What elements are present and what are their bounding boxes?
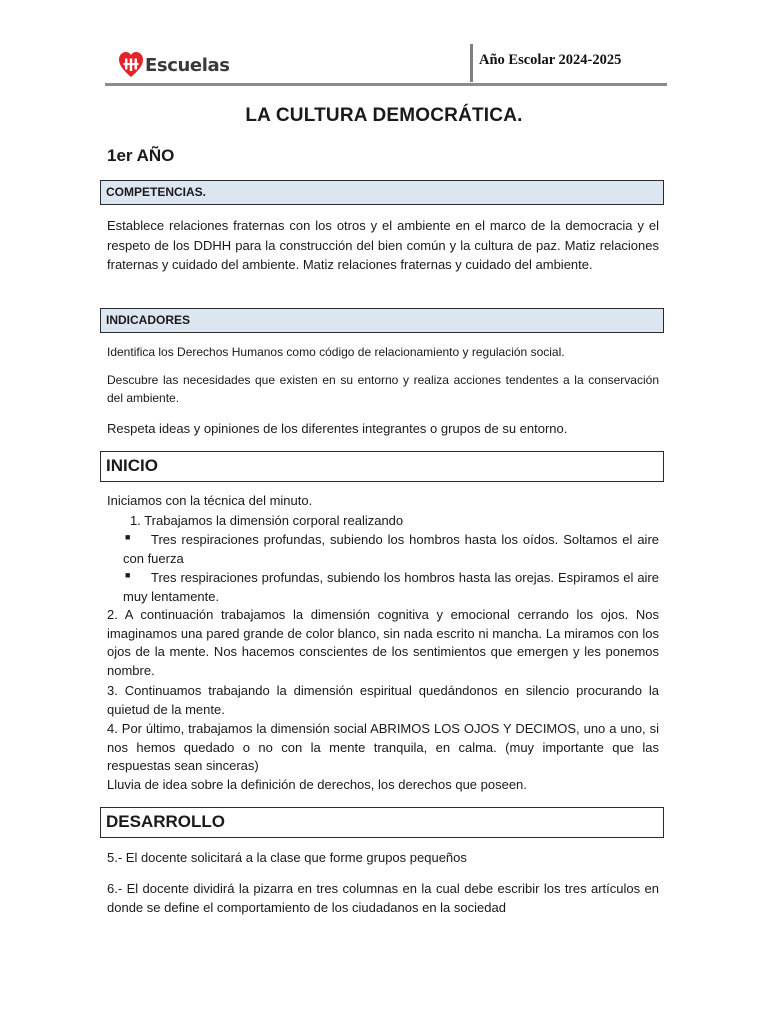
grade-heading: 1er AÑO [107,146,175,165]
desarrollo-item-5: 5.- El docente solicitará a la clase que forme grupos pequeños [107,850,467,865]
indicador-item: Descubre las necesidades que existen en su entorno y realiza acciones tendentes a la conservación del ambiente. [107,373,659,405]
school-logo [119,48,230,82]
desarrollo-item-6: 6.- El docente dividirá la pizarra en tres columnas en la cual debe escribir los tres artículos en donde se define el comportamiento de los ciudadanos en la sociedad [107,881,659,915]
logo-text: Escuelas [145,54,230,76]
inicio-bullet: Tres respiraciones profundas, subiendo los hombros hasta los oídos. Soltamos el aire con fuerza [123,532,659,566]
document-title: LA CULTURA DEMOCRÁTICA. [245,105,523,126]
inicio-step-4: 4. Por último, trabajamos la dimensión social ABRIMOS LOS OJOS Y DECIMOS, uno a uno, si nos hemos quedado o no con la mente tranquila, en calma. (muy importante que las respuestas sean sinceras) [107,721,659,773]
heart-logo-icon [119,52,143,78]
indicadores-heading: INDICADORES [100,308,664,333]
header-divider [470,44,473,82]
competencias-heading: COMPETENCIAS. [100,180,664,205]
inicio-bullet: Tres respiraciones profundas, subiendo los hombros hasta las orejas. Espiramos el aire muy lentamente. [123,570,659,604]
header-rule [105,83,667,86]
page-header [105,44,667,86]
inicio-step-1: 1. Trabajamos la dimensión corporal realizando [130,513,404,528]
school-year: Año Escolar 2024-2025 [479,52,622,68]
inicio-intro: Iniciamos con la técnica del minuto. [107,493,313,508]
indicador-item: Respeta ideas y opiniones de los diferentes integrantes o grupos de su entorno. [107,421,568,436]
desarrollo-heading: DESARROLLO [100,807,664,838]
indicador-item: Identifica los Derechos Humanos como código de relacionamiento y regulación social. [107,345,565,359]
inicio-step-2: 2. A continuación trabajamos la dimensión cognitiva y emocional cerrando los ojos. Nos imaginamos una pared grande de color blanco, sin nada escrito ni mancha. La miramos con los ojos de la mente. Nos hacemos conscientes de los sentimientos que emergen y les ponemos nombre. [107,607,659,678]
competencias-text: Establece relaciones fraternas con los otros y el ambiente en el marco de la democracia y el respeto de los DDHH para la construcción del bien común y la cultura de paz. Matiz relaciones fraternas y cuidado del ambiente. Matiz relaciones fraternas y cuidado del ambiente. [107,218,659,272]
bullet-icon: ■ [125,532,131,542]
bullet-icon: ■ [125,570,131,580]
inicio-closing: Lluvia de idea sobre la definición de derechos, los derechos que poseen. [107,777,527,792]
inicio-step-3: 3. Continuamos trabajando la dimensión espiritual quedándonos en silencio procurando la quietud de la mente. [107,683,659,717]
inicio-heading: INICIO [100,451,664,482]
